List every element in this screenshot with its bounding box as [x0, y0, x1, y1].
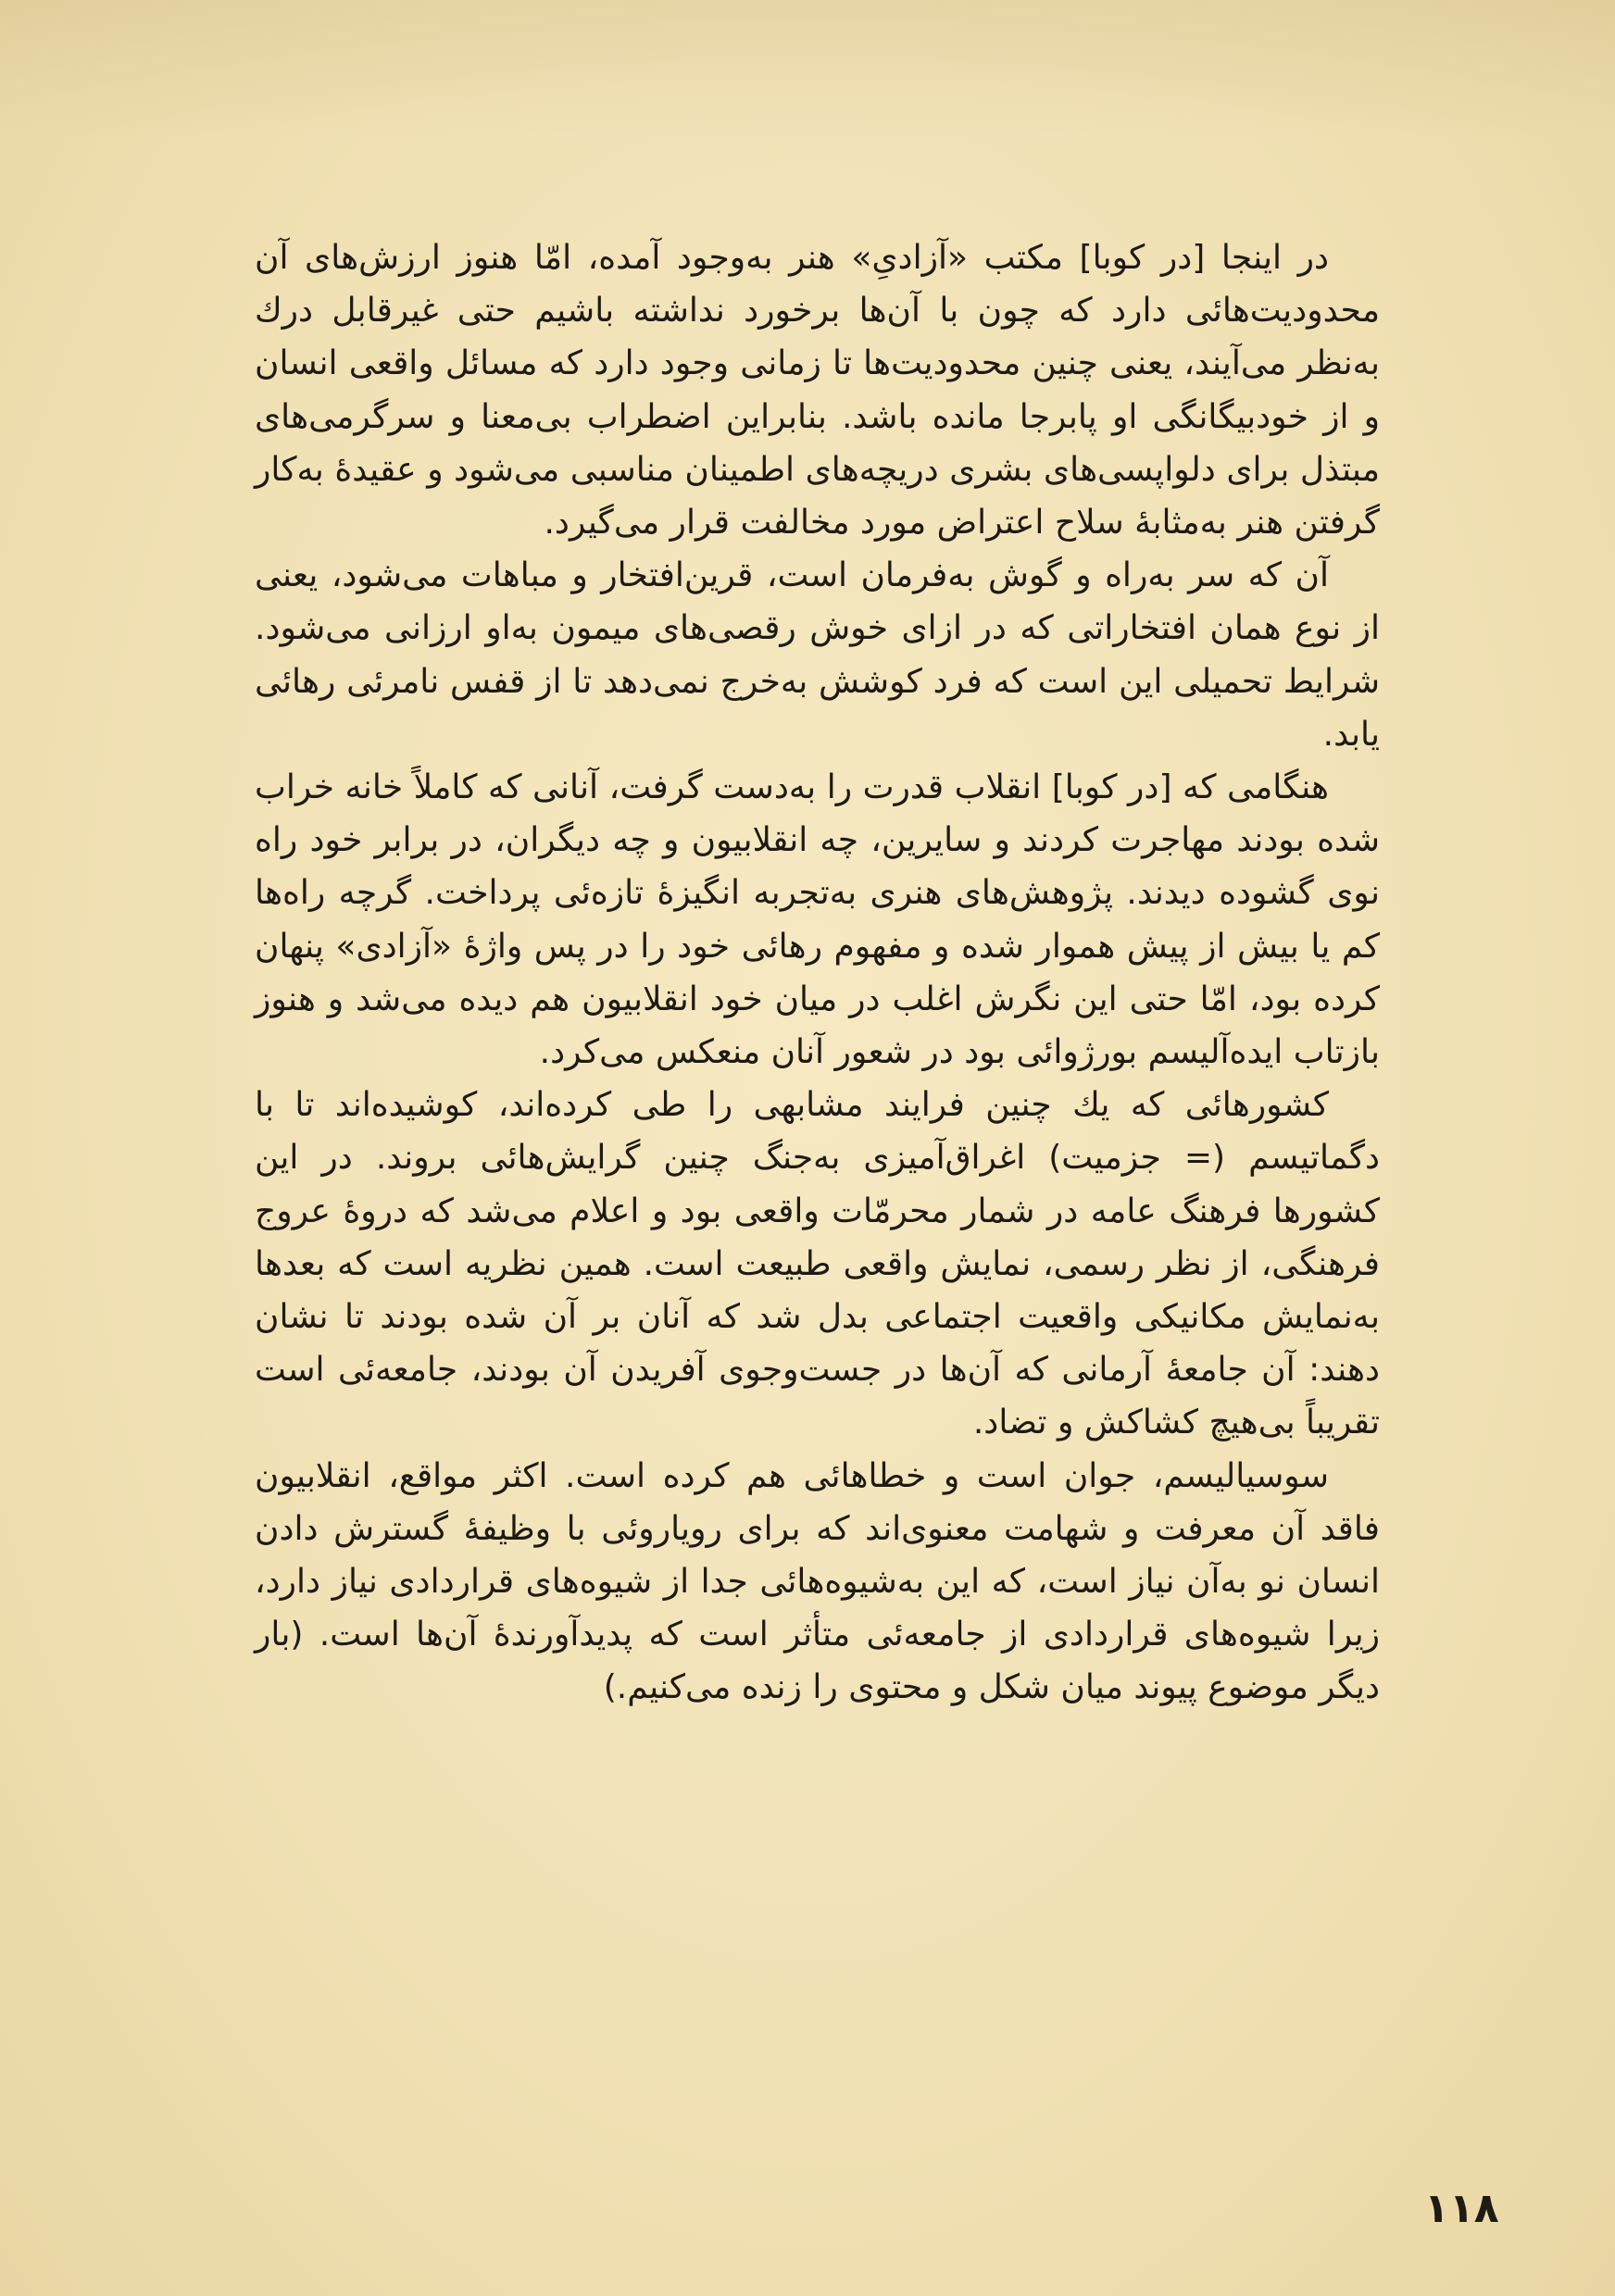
paragraph-1: در اینجا [در کوبا] مکتب «آزادیِ» هنر به‌وجود آمده، امّا هنوز ارزش‌های آن محدودیت‌هائی دارد که چون با آن‌ها برخورد نداشته باشیم حتی غیرقابل درك به‌نظر می‌آیند، یعنی چنین محدودیت‌ها تا زمانی وجود دارد که مسائل واقعی انسان و از خودبیگانگی او پابرجا مانده باشد. بنابراین اضطراب بی‌معنا و سرگرمی‌های مبتذل برای دلواپسی‌های بشری دریچه‌های اطمینان مناسبی می‌شود و عقیدهٔ به‌کار گرفتن هنر به‌مثابهٔ سلاح اعتراض مورد مخالفت قرار می‌گیرد. — [255, 239, 1380, 543]
page-number: ۱۱۸ — [1424, 2185, 1499, 2232]
page-top-shading — [0, 0, 1615, 139]
paragraph-4: کشورهائی که یك چنین فرایند مشابهی را طی کرده‌اند، کوشیده‌اند تا با دگماتیسم (= جزمیت) اغراق‌آمیزی به‌جنگ چنین گرایش‌هائی بروند. در این کشورها فرهنگ عامه در شمار محرمّات واقعی بود و اعلام می‌شد که دروهٔ عروج فرهنگی، از نظر رسمی، نمایش واقعی طبیعت است. همین نظریه است که بعدها به‌نمایش مکانیکی واقعیت اجتماعی بدل شد که آنان بر آن شده بودند تا نشان دهند: آن جامعهٔ آرمانی که آن‌ها در جست‌وجوی آفریدن آن بودند، جامعه‌ئی است تقریباً بی‌هیچ کشاکش و تضاد. — [255, 1086, 1380, 1442]
body-text — [255, 231, 1380, 1715]
paragraph-5: سوسیالیسم، جوان است و خطاهائی هم کرده است. اکثر مواقع، انقلابیون فاقد آن معرفت و شهامت معنوی‌اند که برای رویاروئی با وظیفهٔ گسترش دادن انسان نو به‌آن نیاز است، که این به‌شیوه‌هائی جدا از شیوه‌های قراردادی نیاز دارد، زیرا شیوه‌های قراردادی از جامعه‌ئی متأثر است که پدیدآورندهٔ آن‌ها است. (بار دیگر موضوع پیوند میان شکل و محتوی را زنده می‌کنیم.) — [255, 1456, 1380, 1707]
paragraph-3: هنگامی که [در کوبا] انقلاب قدرت را به‌دست گرفت، آنانی که کاملاً خانه خراب شده بودند مهاجرت کردند و سایرین، چه انقلابیون و چه دیگران، در برابر خود راه نوی گشوده دیدند. پژوهش‌های هنری به‌تجربه انگیزهٔ تازه‌ئی پرداخت. گرچه راه‌ها کم یا بیش از پیش هموار شده و مفهوم رهائی خود را در پس واژهٔ «آزادی» پنهان کرده بود، امّا حتی این نگرش اغلب در میان خود انقلابیون هم دیده می‌شد و هنوز بازتاب ایده‌آلیسم بورژوائی بود در شعور آنان منعکس می‌کرد. — [255, 768, 1380, 1072]
paragraph-2: آن که سر به‌راه و گوش به‌فرمان است، قرین‌افتخار و مباهات می‌شود، یعنی از نوع همان افتخاراتی که در ازای خوش رقصی‌های میمون به‌او ارزانی می‌شود. شرایط تحمیلی این است که فرد کوشش به‌خرج نمی‌دهد تا از قفس نامرئی رهائی یابد. — [255, 556, 1380, 754]
